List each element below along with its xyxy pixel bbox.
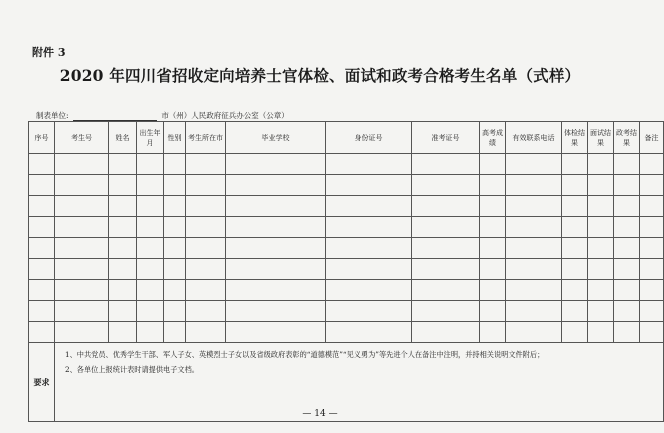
table-cell [588, 322, 614, 343]
table-cell [29, 238, 55, 259]
table-cell [412, 322, 480, 343]
table-cell [614, 280, 640, 301]
table-cell [186, 217, 226, 238]
table-row [29, 280, 664, 301]
table-cell [412, 196, 480, 217]
table-cell [588, 217, 614, 238]
table-cell [109, 175, 137, 196]
table-cell [164, 238, 186, 259]
table-cell [109, 196, 137, 217]
table-cell [109, 154, 137, 175]
table-row [29, 259, 664, 280]
header-physical-result: 体检结果 [562, 122, 588, 154]
table-cell [412, 154, 480, 175]
table-cell [506, 175, 562, 196]
table-cell [186, 301, 226, 322]
table-cell [29, 280, 55, 301]
table-cell [186, 196, 226, 217]
table-cell [588, 301, 614, 322]
table-cell [29, 175, 55, 196]
table-cell [640, 175, 664, 196]
header-gaokao-score: 高考成绩 [480, 122, 506, 154]
table-cell [186, 322, 226, 343]
table-cell [226, 175, 326, 196]
table-cell [640, 154, 664, 175]
table-cell [562, 280, 588, 301]
table-cell [109, 259, 137, 280]
table-cell [412, 238, 480, 259]
table-cell [480, 196, 506, 217]
table-cell [109, 301, 137, 322]
table-cell [29, 322, 55, 343]
header-remarks: 备注 [640, 122, 664, 154]
table-cell [226, 196, 326, 217]
table-cell [226, 217, 326, 238]
table-cell [164, 217, 186, 238]
table-cell [109, 238, 137, 259]
table-cell [640, 280, 664, 301]
page-number: — 14 — [302, 409, 338, 419]
table-cell [164, 259, 186, 280]
table-cell [412, 280, 480, 301]
table-cell [55, 301, 109, 322]
table-cell [186, 280, 226, 301]
table-cell [137, 322, 164, 343]
table-cell [29, 196, 55, 217]
table-cell [588, 175, 614, 196]
table-row [29, 175, 664, 196]
table-cell [226, 322, 326, 343]
table-cell [164, 301, 186, 322]
table-cell [326, 238, 412, 259]
table-cell [506, 322, 562, 343]
table-cell [614, 217, 640, 238]
table-cell [506, 217, 562, 238]
table-cell [480, 238, 506, 259]
table-cell [506, 238, 562, 259]
unit-label: 制表单位: [36, 111, 69, 120]
table-cell [55, 322, 109, 343]
table-cell [226, 259, 326, 280]
table-cell [480, 322, 506, 343]
table-cell [480, 301, 506, 322]
table-cell [588, 196, 614, 217]
table-cell [137, 217, 164, 238]
document-title: 2020 年四川省招收定向培养士官体检、面试和政考合格考生名单（式样） [59, 66, 581, 85]
table-cell [326, 280, 412, 301]
table-cell [137, 175, 164, 196]
table-cell [226, 301, 326, 322]
table-row [29, 322, 664, 343]
header-interview-result: 面试结果 [588, 122, 614, 154]
table-cell [588, 259, 614, 280]
table-cell [506, 259, 562, 280]
table-cell [137, 280, 164, 301]
table-cell [186, 238, 226, 259]
table-row [29, 301, 664, 322]
table-cell [164, 196, 186, 217]
table-cell [137, 259, 164, 280]
issuing-unit-line [36, 110, 289, 121]
table-cell [326, 217, 412, 238]
table-cell [109, 322, 137, 343]
table-cell [640, 301, 664, 322]
table-cell [640, 259, 664, 280]
table-cell [614, 175, 640, 196]
table-cell [55, 175, 109, 196]
table-cell [137, 238, 164, 259]
header-phone: 有效联系电话 [506, 122, 562, 154]
header-seq: 序号 [29, 122, 55, 154]
table-cell [480, 175, 506, 196]
table-cell [562, 301, 588, 322]
table-cell [506, 196, 562, 217]
table-cell [164, 175, 186, 196]
table-cell [186, 175, 226, 196]
table-cell [412, 175, 480, 196]
table-cell [506, 280, 562, 301]
header-name: 姓名 [109, 122, 137, 154]
table-cell [614, 322, 640, 343]
header-school: 毕业学校 [226, 122, 326, 154]
table-cell [29, 301, 55, 322]
table-cell [614, 259, 640, 280]
table-cell [186, 154, 226, 175]
table-cell [614, 238, 640, 259]
table-cell [640, 322, 664, 343]
table-row [29, 217, 664, 238]
table-cell [326, 301, 412, 322]
table-cell [29, 259, 55, 280]
table-cell [640, 196, 664, 217]
header-row [29, 122, 664, 154]
unit-suffix: 市（州）人民政府征兵办公室（公章） [161, 111, 289, 120]
header-birth: 出生年月 [137, 122, 164, 154]
table-cell [326, 196, 412, 217]
header-city: 考生所在市 [186, 122, 226, 154]
table-cell [55, 154, 109, 175]
table-cell [226, 154, 326, 175]
table-cell [226, 238, 326, 259]
table-cell [562, 175, 588, 196]
table-cell [562, 259, 588, 280]
table-cell [412, 301, 480, 322]
table-cell [326, 259, 412, 280]
table-row [29, 196, 664, 217]
table-cell [137, 154, 164, 175]
table-cell [55, 238, 109, 259]
attachment-label: 附件 3 [32, 46, 66, 59]
table-cell [588, 238, 614, 259]
unit-blank-line [73, 112, 157, 121]
table-cell [29, 217, 55, 238]
table-cell [614, 154, 640, 175]
table-cell [55, 196, 109, 217]
table-cell [614, 301, 640, 322]
table-cell [109, 217, 137, 238]
table-cell [109, 280, 137, 301]
table-cell [137, 301, 164, 322]
table-cell [55, 259, 109, 280]
header-exam-id: 考生号 [55, 122, 109, 154]
table-cell [480, 280, 506, 301]
table-cell [326, 154, 412, 175]
table-cell [480, 154, 506, 175]
table-cell [640, 238, 664, 259]
header-admission-no: 准考证号 [412, 122, 480, 154]
table-cell [562, 238, 588, 259]
table-cell [562, 196, 588, 217]
table-cell [640, 217, 664, 238]
table-cell [506, 154, 562, 175]
table-row [29, 238, 664, 259]
table-cell [588, 280, 614, 301]
table-cell [562, 154, 588, 175]
table-cell [412, 259, 480, 280]
candidate-table [28, 121, 664, 422]
header-political-result: 政考结果 [614, 122, 640, 154]
table-cell [412, 217, 480, 238]
table-cell [480, 217, 506, 238]
table-cell [55, 217, 109, 238]
header-id-number: 身份证号 [326, 122, 412, 154]
table-cell [326, 175, 412, 196]
table-cell [562, 217, 588, 238]
table-cell [326, 322, 412, 343]
table-cell [588, 154, 614, 175]
table-cell [506, 301, 562, 322]
table-cell [55, 280, 109, 301]
table-cell [186, 259, 226, 280]
table-cell [29, 154, 55, 175]
table-cell [164, 322, 186, 343]
table-cell [614, 196, 640, 217]
table-cell [164, 280, 186, 301]
requirement-item: 1、中共党员、优秀学生干部、军人子女、英模烈士子女以及省级政府表彰的“道德模范”“见义勇为”等先进个人在备注中注明，并持相关说明文件附后； [65, 350, 545, 359]
table-cell [137, 196, 164, 217]
header-gender: 性别 [164, 122, 186, 154]
table-row [29, 154, 664, 175]
table-cell [480, 259, 506, 280]
table-cell [164, 154, 186, 175]
table-cell [562, 322, 588, 343]
requirement-item: 2、各单位上报统计表时请提供电子文档。 [65, 365, 199, 374]
table-cell [226, 280, 326, 301]
requirements-label: 要求 [29, 343, 55, 422]
